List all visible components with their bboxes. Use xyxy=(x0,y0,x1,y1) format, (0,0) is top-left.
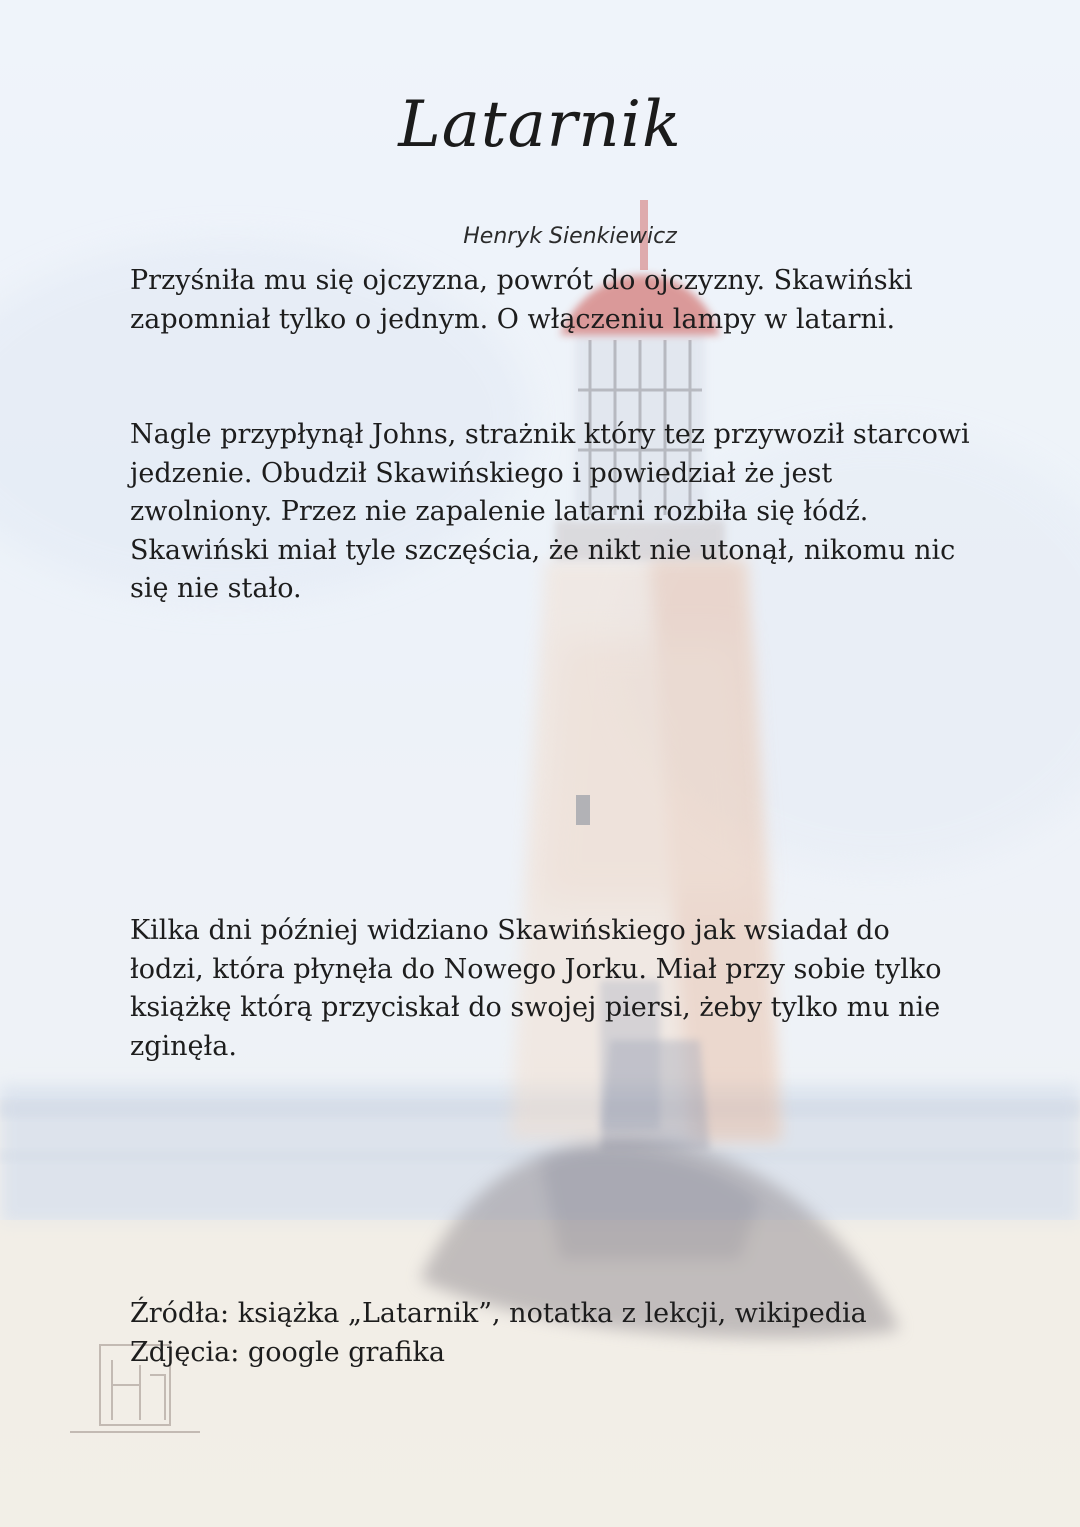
sources-block xyxy=(130,1295,970,1372)
author-name: Henryk Sienkiewicz xyxy=(463,224,677,249)
images-credit-line: Zdjęcia: google grafika xyxy=(130,1336,445,1368)
paragraph-dream: Przyśniła mu się ojczyzna, powrót do ojczyzny. Skawiński zapomniał tylko o jednym. O włączeniu lampy w latarni. xyxy=(130,265,913,335)
page-title: Latarnik xyxy=(398,88,682,162)
sources-line: Źródła: książka „Latarnik”, notatka z lekcji, wikipedia xyxy=(130,1298,867,1329)
paragraph-johns-arrives: Nagle przypłynął Johns, strażnik który tez przywoził starcowi jedzenie. Obudził Skawińskiego i powiedział że jest zwolniony. Przez nie zapalenie latarni rozbiła się łódź. Skawiński miał tyle szczęścia, że nikt nie utonął, nikomu nic się nie stało. xyxy=(130,419,970,604)
paragraph-departure: Kilka dni później widziano Skawińskiego jak wsiadał do łodzi, która płynęła do Nowego Jorku. Miał przy sobie tylko książkę którą przyciskał do swojej piersi, żeby tylko mu nie zginęła. xyxy=(130,915,942,1062)
